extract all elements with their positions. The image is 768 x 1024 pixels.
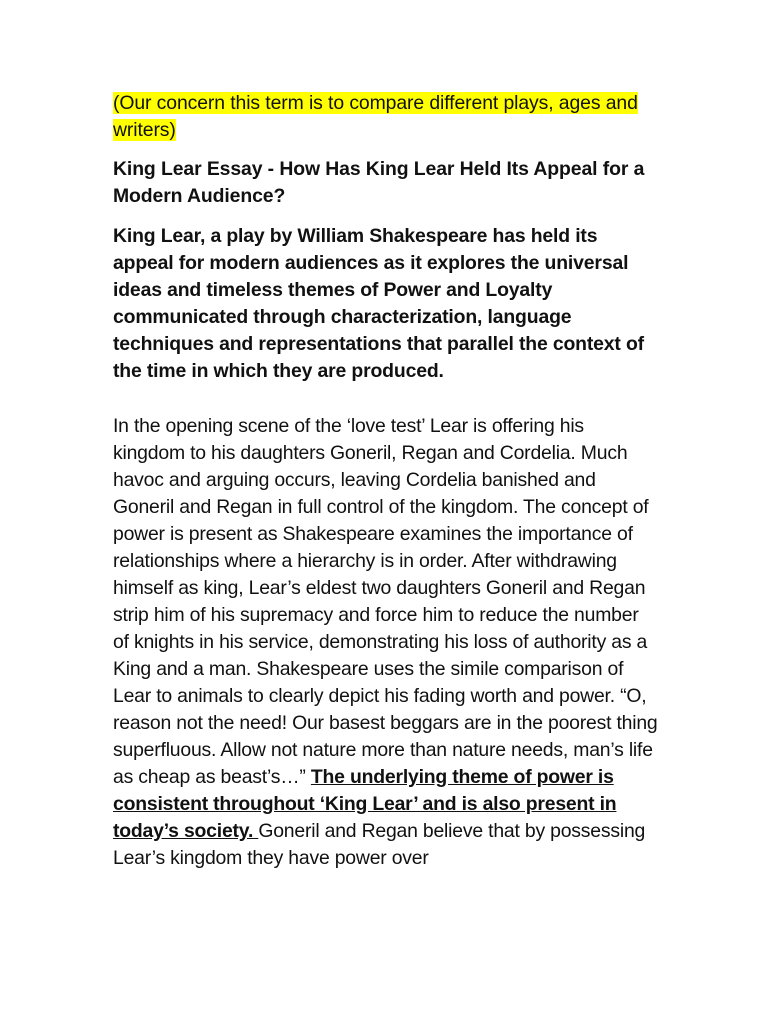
body-paragraph — [113, 413, 658, 872]
essay-title: King Lear Essay - How Has King Lear Held Its Appeal for a Modern Audience? — [113, 158, 645, 207]
underlined-emphasis: The underlying theme of power is consistent throughout ‘King Lear’ and is also present in today’s society. — [113, 766, 617, 842]
body-text-end: Goneril and Regan believe that by possessing Lear’s kingdom they have power over — [113, 820, 646, 869]
body-text-start: In the opening scene of the ‘love test’ Lear is offering his kingdom to his daughters Goneril, Regan and Cordelia. Much havoc and arguing occurs, leaving Cordelia banished and Goneril and Regan in full control of the kingdom. The concept of power is present as Shakespeare examines the importance of relationships where a hierarchy is in order. After withdrawing himself as king, Lear’s eldest two daughters Goneril and Regan strip him of his supremacy and force him to reduce the number of knights in his service, demonstrating his loss of authority as a King and a man. Shakespeare uses the simile comparison of Lear to animals to clearly depict his fading worth and power. “O, reason not the need! Our basest beggars are in the poorest thing superfluous. Allow not nature more than nature needs, man’s life as cheap as beast’s…” — [113, 415, 658, 788]
term-note — [113, 90, 658, 144]
thesis-paragraph: King Lear, a play by William Shakespeare has held its appeal for modern audiences as it explores the universal ideas and timeless themes of Power and Loyalty communicated through characterization, language techniques and representations that parallel the context of the time in which they are produced. — [113, 225, 644, 382]
highlighted-note-text: (Our concern this term is to compare different plays, ages and writers) — [113, 92, 638, 141]
document-page — [113, 90, 658, 872]
